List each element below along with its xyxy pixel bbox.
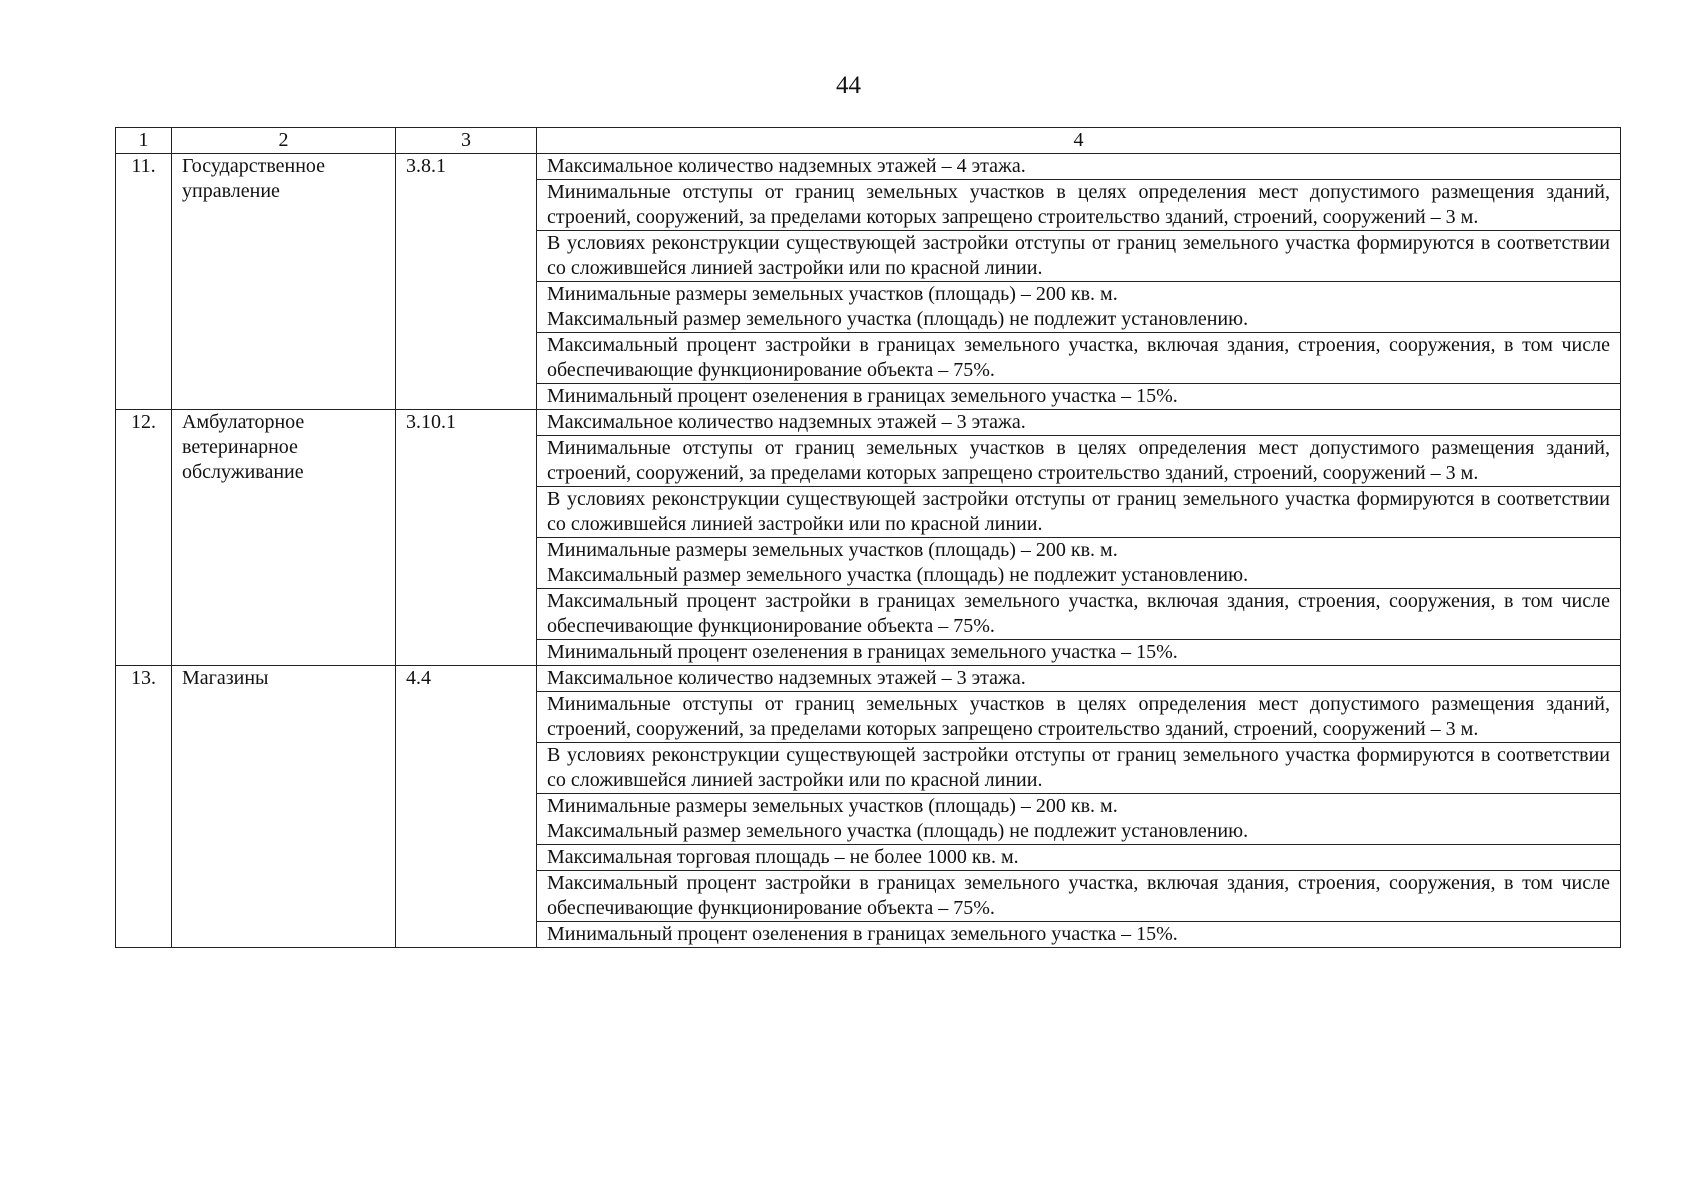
parameter-text: Максимальная торговая площадь – не более 1000 кв. м. — [537, 845, 1621, 871]
parameter-text: Минимальные размеры земельных участков (площадь) – 200 кв. м. Максимальный размер земельного участка (площадь) не подлежит установлению. — [537, 794, 1621, 845]
row-number: 11. — [116, 154, 172, 410]
row-number: 13. — [116, 666, 172, 948]
parameter-text: Максимальное количество надземных этажей – 3 этажа. — [537, 666, 1621, 692]
regulations-table — [115, 127, 1621, 948]
use-type-name: Амбулаторное ветеринарное обслуживание — [172, 410, 396, 666]
parameter-text: Максимальный процент застройки в границах земельного участка, включая здания, строения, сооружения, в том числе обеспечивающие функционирование объекта – 75%. — [537, 871, 1621, 922]
parameter-text: Минимальные размеры земельных участков (площадь) – 200 кв. м. Максимальный размер земельного участка (площадь) не подлежит установлению. — [537, 282, 1621, 333]
parameter-text: Минимальные размеры земельных участков (площадь) – 200 кв. м. Максимальный размер земельного участка (площадь) не подлежит установлению. — [537, 538, 1621, 589]
parameter-text: Минимальные отступы от границ земельных участков в целях определения мест допустимого размещения зданий, строений, сооружений, за пределами которых запрещено строительство зданий, строений, сооружений – 3 м. — [537, 436, 1621, 487]
parameter-text: В условиях реконструкции существующей застройки отступы от границ земельного участка формируются в соответствии со сложившейся линией застройки или по красной линии. — [537, 743, 1621, 794]
parameter-text: Минимальный процент озеленения в границах земельного участка – 15%. — [537, 922, 1621, 948]
use-type-code: 3.10.1 — [396, 410, 537, 666]
use-type-code: 3.8.1 — [396, 154, 537, 410]
header-col-2: 2 — [172, 128, 396, 154]
parameter-text: Максимальное количество надземных этажей – 3 этажа. — [537, 410, 1621, 436]
parameter-text: Минимальный процент озеленения в границах земельного участка – 15%. — [537, 640, 1621, 666]
parameter-text: Минимальные отступы от границ земельных участков в целях определения мест допустимого размещения зданий, строений, сооружений, за пределами которых запрещено строительство зданий, строений, сооружений – 3 м. — [537, 180, 1621, 231]
parameter-text: В условиях реконструкции существующей застройки отступы от границ земельного участка формируются в соответствии со сложившейся линией застройки или по красной линии. — [537, 487, 1621, 538]
table-row — [116, 410, 1621, 436]
header-col-3: 3 — [396, 128, 537, 154]
use-type-name: Магазины — [172, 666, 396, 948]
table-row — [116, 154, 1621, 180]
use-type-code: 4.4 — [396, 666, 537, 948]
parameter-text: Максимальное количество надземных этажей – 4 этажа. — [537, 154, 1621, 180]
parameter-text: В условиях реконструкции существующей застройки отступы от границ земельного участка формируются в соответствии со сложившейся линией застройки или по красной линии. — [537, 231, 1621, 282]
parameter-text: Минимальные отступы от границ земельных участков в целях определения мест допустимого размещения зданий, строений, сооружений, за пределами которых запрещено строительство зданий, строений, сооружений – 3 м. — [537, 692, 1621, 743]
header-col-1: 1 — [116, 128, 172, 154]
parameter-text: Минимальный процент озеленения в границах земельного участка – 15%. — [537, 384, 1621, 410]
page-number: 44 — [836, 72, 861, 99]
parameter-text: Максимальный процент застройки в границах земельного участка, включая здания, строения, сооружения, в том числе обеспечивающие функционирование объекта – 75%. — [537, 333, 1621, 384]
parameter-text: Максимальный процент застройки в границах земельного участка, включая здания, строения, сооружения, в том числе обеспечивающие функционирование объекта – 75%. — [537, 589, 1621, 640]
table-header-row — [116, 128, 1621, 154]
table-row — [116, 666, 1621, 692]
header-col-4: 4 — [537, 128, 1621, 154]
use-type-name: Государственное управление — [172, 154, 396, 410]
row-number: 12. — [116, 410, 172, 666]
